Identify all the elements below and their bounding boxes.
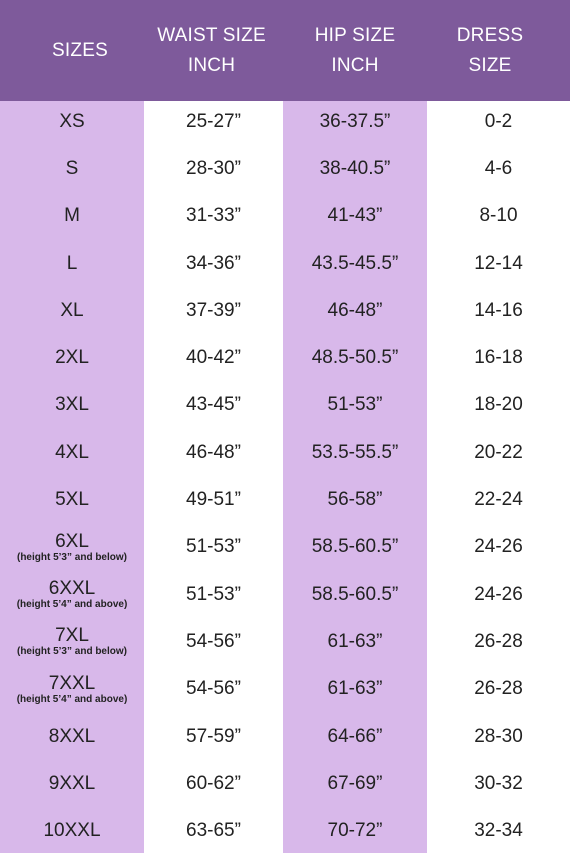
dress-cell: 30-32: [474, 772, 523, 794]
size-label: 3XL: [55, 394, 89, 416]
waist-cell: 37-39”: [186, 299, 241, 321]
header-waist: [142, 0, 281, 101]
header-waist-line-2: INCH: [187, 54, 236, 76]
hip-cell: 51-53”: [327, 394, 383, 416]
dress-cell: 26-28: [474, 678, 523, 700]
waist-cell: 43-45”: [186, 394, 241, 416]
size-cell: [0, 713, 144, 760]
dress-cell: 8-10: [479, 205, 518, 227]
table-row: [0, 287, 570, 334]
hip-cell: 61-63”: [327, 678, 383, 700]
size-cell: [0, 240, 144, 287]
table-header: [0, 0, 570, 101]
size-label: XL: [60, 299, 84, 321]
size-label: M: [64, 205, 80, 227]
waist-cell: 40-42”: [186, 347, 241, 369]
size-cell: [0, 666, 144, 713]
size-cell: [0, 193, 144, 240]
height-note: (height 5’4” and above): [16, 693, 128, 705]
size-label: 4XL: [55, 441, 89, 463]
waist-cell: 54-56”: [186, 630, 241, 652]
size-cell: [0, 571, 144, 618]
dress-cell: 14-16: [474, 299, 523, 321]
dress-cell: 20-22: [474, 441, 523, 463]
size-label: XS: [59, 110, 85, 132]
table-row: [0, 429, 570, 476]
size-cell: [0, 429, 144, 476]
waist-cell: 63-65”: [186, 820, 241, 842]
header-dress-line-2: SIZE: [468, 54, 512, 76]
size-cell: [0, 382, 144, 429]
size-label: S: [65, 157, 79, 179]
waist-cell: 31-33”: [186, 205, 241, 227]
table-row: [0, 476, 570, 523]
height-note: (height 5’3” and below): [16, 646, 127, 658]
size-label: 7XL: [55, 625, 89, 647]
size-label: 2XL: [55, 347, 89, 369]
hip-cell: 58.5-60.5”: [311, 583, 399, 605]
waist-cell: 34-36”: [186, 252, 241, 274]
size-label: 6XL: [55, 530, 89, 552]
size-label: 10XXL: [43, 820, 101, 842]
size-cell: [0, 524, 144, 571]
table-row: [0, 666, 570, 713]
table-body: [0, 98, 570, 853]
dress-cell: 12-14: [474, 252, 523, 274]
table-row: [0, 334, 570, 381]
size-cell: [0, 807, 144, 853]
header-dress-line-1: DRESS: [456, 24, 524, 46]
waist-cell: 60-62”: [186, 772, 241, 794]
waist-cell: 51-53”: [186, 583, 241, 605]
hip-cell: 56-58”: [327, 489, 383, 511]
waist-cell: 57-59”: [186, 725, 241, 747]
hip-cell: 36-37.5”: [319, 110, 391, 132]
waist-cell: 51-53”: [186, 536, 241, 558]
size-label: 6XXL: [48, 578, 96, 600]
table-row: [0, 382, 570, 429]
size-cell: [0, 476, 144, 523]
dress-cell: 32-34: [474, 820, 523, 842]
waist-cell: 49-51”: [186, 489, 241, 511]
table-row: [0, 524, 570, 571]
hip-cell: 58.5-60.5”: [311, 536, 399, 558]
dress-cell: 18-20: [474, 394, 523, 416]
size-label: 5XL: [55, 489, 89, 511]
size-cell: [0, 98, 144, 145]
header-hip-line-1: HIP SIZE: [314, 24, 396, 46]
dress-cell: 24-26: [474, 536, 523, 558]
dress-cell: 26-28: [474, 630, 523, 652]
hip-cell: 64-66”: [327, 725, 383, 747]
table-row: [0, 145, 570, 192]
header-sizes: [0, 0, 160, 101]
size-label: 7XXL: [48, 672, 96, 694]
dress-cell: 22-24: [474, 489, 523, 511]
size-label: L: [66, 252, 78, 274]
size-cell: [0, 334, 144, 381]
header-waist-line-1: WAIST SIZE: [157, 24, 266, 46]
table-row: [0, 571, 570, 618]
hip-cell: 70-72”: [327, 820, 383, 842]
height-note: (height 5’4” and above): [16, 599, 128, 611]
table-row: [0, 807, 570, 853]
waist-cell: 25-27”: [186, 110, 241, 132]
header-sizes-line: SIZES: [52, 39, 108, 61]
hip-cell: 43.5-45.5”: [311, 252, 399, 274]
table-row: [0, 98, 570, 145]
dress-cell: 28-30: [474, 725, 523, 747]
dress-cell: 4-6: [484, 157, 513, 179]
dress-cell: 24-26: [474, 583, 523, 605]
hip-cell: 41-43”: [327, 205, 383, 227]
size-label: 9XXL: [48, 772, 96, 794]
hip-cell: 38-40.5”: [319, 157, 391, 179]
size-cell: [0, 145, 144, 192]
table-row: [0, 760, 570, 807]
dress-cell: 16-18: [474, 347, 523, 369]
size-cell: [0, 760, 144, 807]
dress-cell: 0-2: [484, 110, 513, 132]
table-row: [0, 193, 570, 240]
height-note: (height 5’3” and below): [16, 551, 127, 563]
hip-cell: 53.5-55.5”: [311, 441, 399, 463]
table-row: [0, 618, 570, 665]
hip-cell: 48.5-50.5”: [311, 347, 399, 369]
hip-cell: 61-63”: [327, 630, 383, 652]
hip-cell: 67-69”: [327, 772, 383, 794]
header-dress: [410, 0, 570, 101]
header-hip-line-2: INCH: [331, 54, 379, 76]
size-cell: [0, 287, 144, 334]
size-cell: [0, 618, 144, 665]
table-row: [0, 713, 570, 760]
table-row: [0, 240, 570, 287]
size-label: 8XXL: [48, 725, 96, 747]
header-hip: [283, 0, 427, 101]
hip-cell: 46-48”: [327, 299, 383, 321]
waist-cell: 46-48”: [186, 441, 241, 463]
waist-cell: 28-30”: [186, 157, 241, 179]
waist-cell: 54-56”: [186, 678, 241, 700]
